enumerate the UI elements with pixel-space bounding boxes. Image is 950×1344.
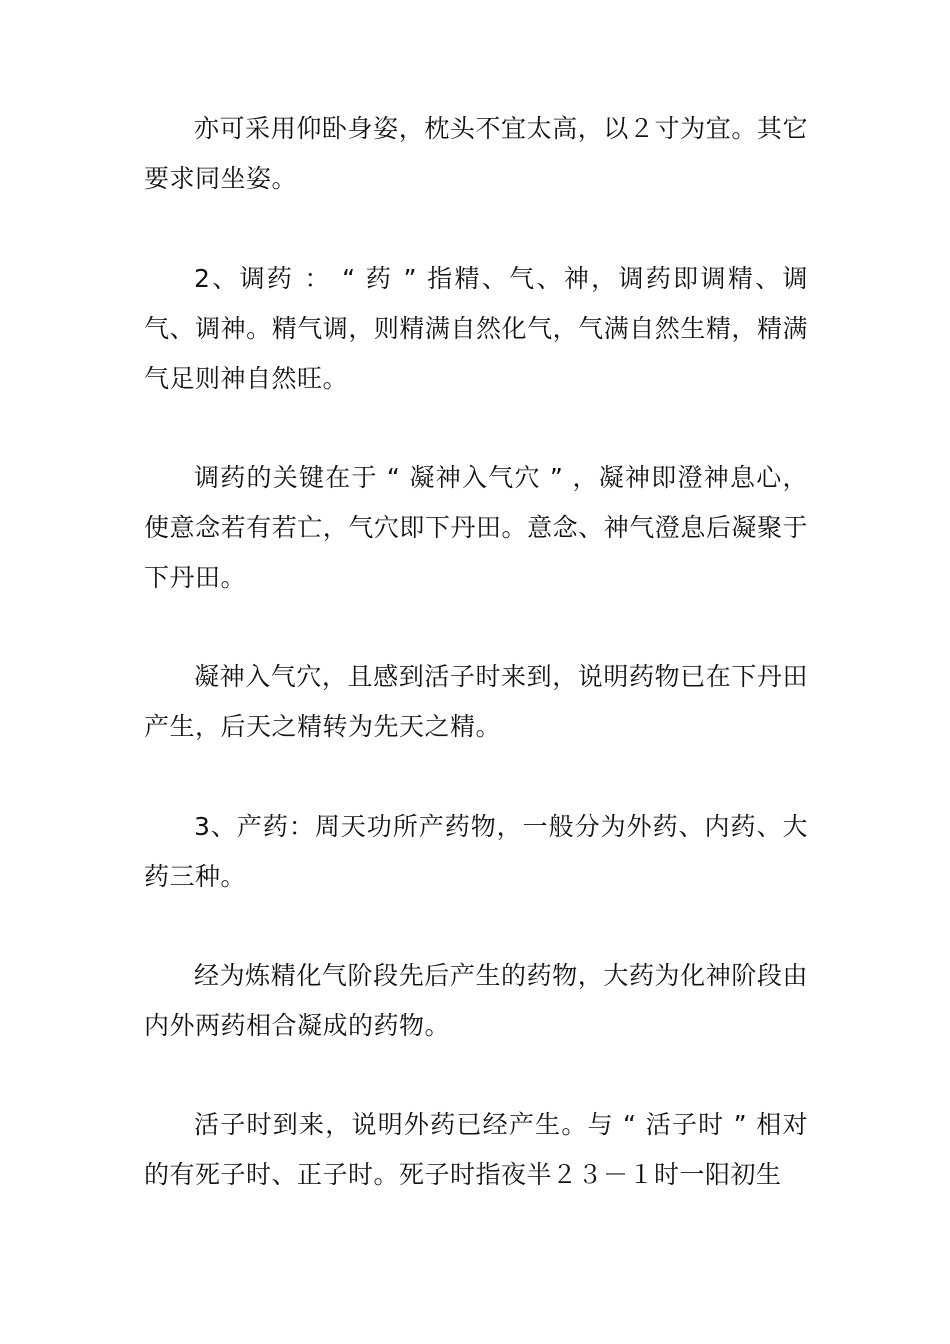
paragraph-supine-posture: 亦可采用仰卧身姿，枕头不宜太高，以２寸为宜。其它要求同坐姿。 [144, 114, 808, 193]
paragraph-chan-yao: 3、产药：周天功所产药物，一般分为外药、内药、大药三种。 [144, 812, 808, 891]
paragraph-tiao-yao: 2、调药 ： “ 药 ” 指精、气、神，调药即调精、调气、调神。精气调，则精满自然化气，气满自然生精，精满气足则神自然旺。 [144, 264, 808, 393]
paragraph-huo-zi-shi: 活子时到来，说明外药已经产生。与 “ 活子时 ” 相对的有死子时、正子时。死子时指夜半２３－１时一阳初生 [144, 1110, 808, 1189]
paragraph-da-yao: 经为炼精化气阶段先后产生的药物，大药为化神阶段由内外两药相合凝成的药物。 [144, 961, 808, 1040]
paragraph-tiao-yao-key: 调药的关键在于 “ 凝神入气穴 ” ，凝神即澄神息心，使意念若有若亡，气穴即下丹田。意念、神气澄息后凝聚于下丹田。 [144, 463, 808, 592]
paragraph-ning-shen: 凝神入气穴，且感到活子时来到，说明药物已在下丹田产生，后天之精转为先天之精。 [144, 662, 808, 741]
